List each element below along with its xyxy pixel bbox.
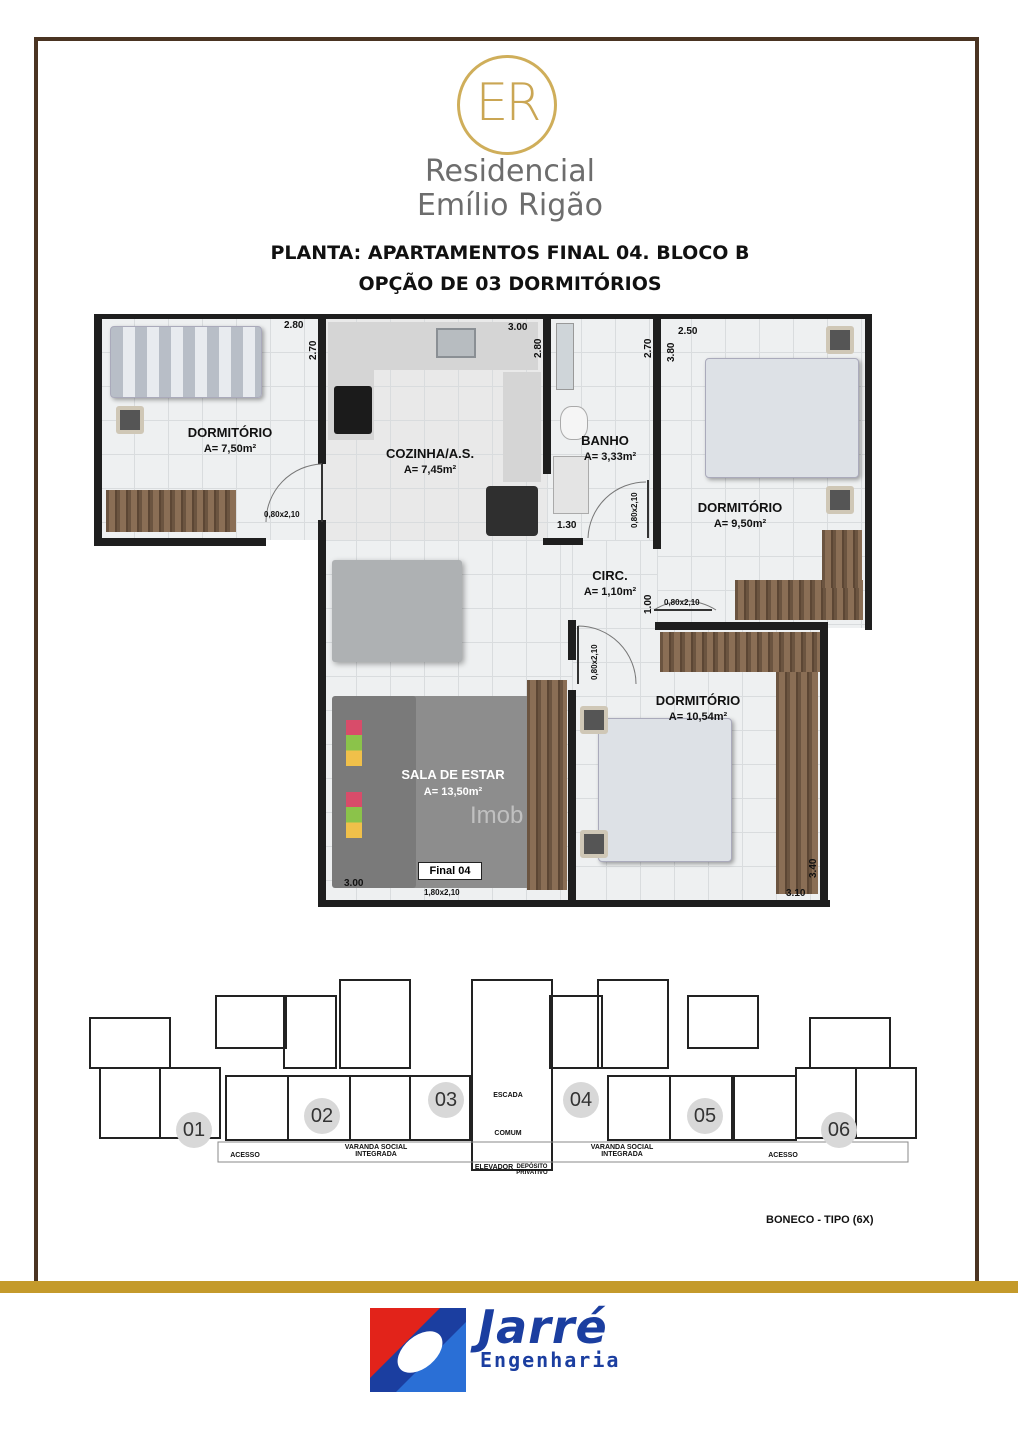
room-area-living: A= 13,50m² [423, 786, 483, 798]
dim-label: 2.80 [284, 320, 304, 331]
room-area-dorm2: A= 9,50m² [713, 518, 767, 530]
wall [318, 314, 326, 464]
dim-label: 3.00 [508, 322, 528, 333]
dim-label: 2.70 [308, 340, 319, 360]
wall [318, 520, 326, 906]
escada-label: ESCADA [493, 1092, 523, 1099]
floor-circ [572, 540, 657, 630]
tv-panel [527, 680, 567, 890]
cooktop [334, 386, 372, 434]
varanda-left-label: VARANDA SOCIAL INTEGRADA [344, 1144, 408, 1158]
dim-label: 3.40 [808, 858, 819, 878]
door-arc [584, 478, 654, 542]
nightstand [826, 486, 854, 514]
dim-label: 3.10 [786, 888, 806, 899]
room-area-kitchen: A= 7,45m² [403, 464, 457, 476]
plan-subtitle: OPÇÃO DE 03 DORMITÓRIOS [358, 273, 662, 295]
room-name-bath: BANHO [581, 433, 629, 448]
wardrobe [106, 490, 236, 532]
nightstand [116, 406, 144, 434]
nightstand [826, 326, 854, 354]
room-name-dorm2: DORMITÓRIO [697, 500, 783, 515]
wall [568, 690, 576, 905]
company-subtitle: Engenharia [480, 1348, 621, 1372]
unit-number: 02 [304, 1098, 340, 1134]
room-name-circ: CIRC. [592, 568, 628, 583]
company-name: Jarré [478, 1300, 608, 1354]
dim-label: 3.80 [666, 342, 677, 362]
door-dim: 1,80x2,10 [424, 888, 460, 897]
nightstand [580, 706, 608, 734]
gold-divider [0, 1281, 1018, 1293]
dim-label: 1.00 [643, 594, 654, 614]
dim-label: 2.50 [678, 326, 698, 337]
fridge [486, 486, 538, 536]
unit-number: 05 [687, 1098, 723, 1134]
typical-floor-lines [88, 976, 938, 1194]
acesso-label: ACESSO [230, 1152, 260, 1159]
door-dim: 0,80x2,10 [264, 510, 300, 519]
bed-double [598, 718, 732, 862]
shower [556, 323, 574, 390]
wall [655, 622, 827, 630]
varanda-right-label: VARANDA SOCIAL INTEGRADA [590, 1144, 654, 1158]
unit-number: 06 [821, 1112, 857, 1148]
wall [653, 314, 661, 549]
wall [820, 622, 828, 906]
watermark: Imob [470, 802, 524, 829]
dim-label: 2.70 [643, 338, 654, 358]
door-dim: 0,80x2,10 [590, 644, 599, 680]
room-area-circ: A= 1,10m² [583, 586, 637, 598]
sink [436, 328, 476, 358]
plan-title: PLANTA: APARTAMENTOS FINAL 04. BLOCO B [270, 242, 750, 264]
dim-label: 3.00 [344, 878, 364, 889]
room-area-bath: A= 3,33m² [583, 451, 637, 463]
unit-number: 04 [563, 1082, 599, 1118]
door-arc [650, 548, 720, 618]
wall [94, 538, 266, 546]
room-name-dorm3: DORMITÓRIO [655, 693, 741, 708]
nightstand [580, 830, 608, 858]
unit-number: 01 [176, 1112, 212, 1148]
door-dim: 0,80x2,10 [664, 598, 700, 607]
door-arc [262, 460, 326, 530]
acesso-label: ACESSO [768, 1152, 798, 1159]
bed-double [705, 358, 859, 478]
final-tag: Final 04 [418, 862, 482, 880]
door-arc [574, 622, 640, 692]
elevador-label: ELEVADOR [474, 1164, 514, 1171]
room-area-dorm3: A= 10,54m² [668, 711, 728, 723]
dim-label: 1.30 [557, 520, 577, 531]
logo-monogram: ER [475, 73, 539, 133]
dining-table [332, 560, 462, 662]
cushions [346, 720, 362, 766]
cushions [346, 792, 362, 838]
residential-name-line1: Residencial [425, 154, 595, 189]
room-area-dorm1: A= 7,50m² [203, 443, 257, 455]
deposito-label: DEPÓSITO PRIVATIVO [516, 1164, 548, 1176]
unit-number: 03 [428, 1082, 464, 1118]
wall [865, 314, 872, 630]
bed-single [110, 326, 262, 398]
room-name-living: SALA DE ESTAR [401, 767, 505, 782]
room-name-kitchen: COZINHA/A.S. [385, 446, 475, 461]
door-dim: 0,80x2,10 [630, 492, 639, 528]
dim-label: 2.80 [533, 338, 544, 358]
laundry-counter [503, 372, 541, 482]
comum-label: COMUM [494, 1130, 522, 1137]
wall [94, 314, 872, 319]
wall [94, 314, 102, 546]
room-name-dorm1: DORMITÓRIO [187, 425, 273, 440]
typical-floor-caption: BONECO - TIPO (6X) [766, 1214, 874, 1226]
wardrobe-side [822, 530, 862, 588]
residential-name-line2: Emílio Rigão [416, 188, 604, 223]
wall [543, 314, 551, 474]
wardrobe [660, 632, 820, 672]
wall [543, 538, 583, 545]
jarre-logo-icon [370, 1308, 466, 1392]
